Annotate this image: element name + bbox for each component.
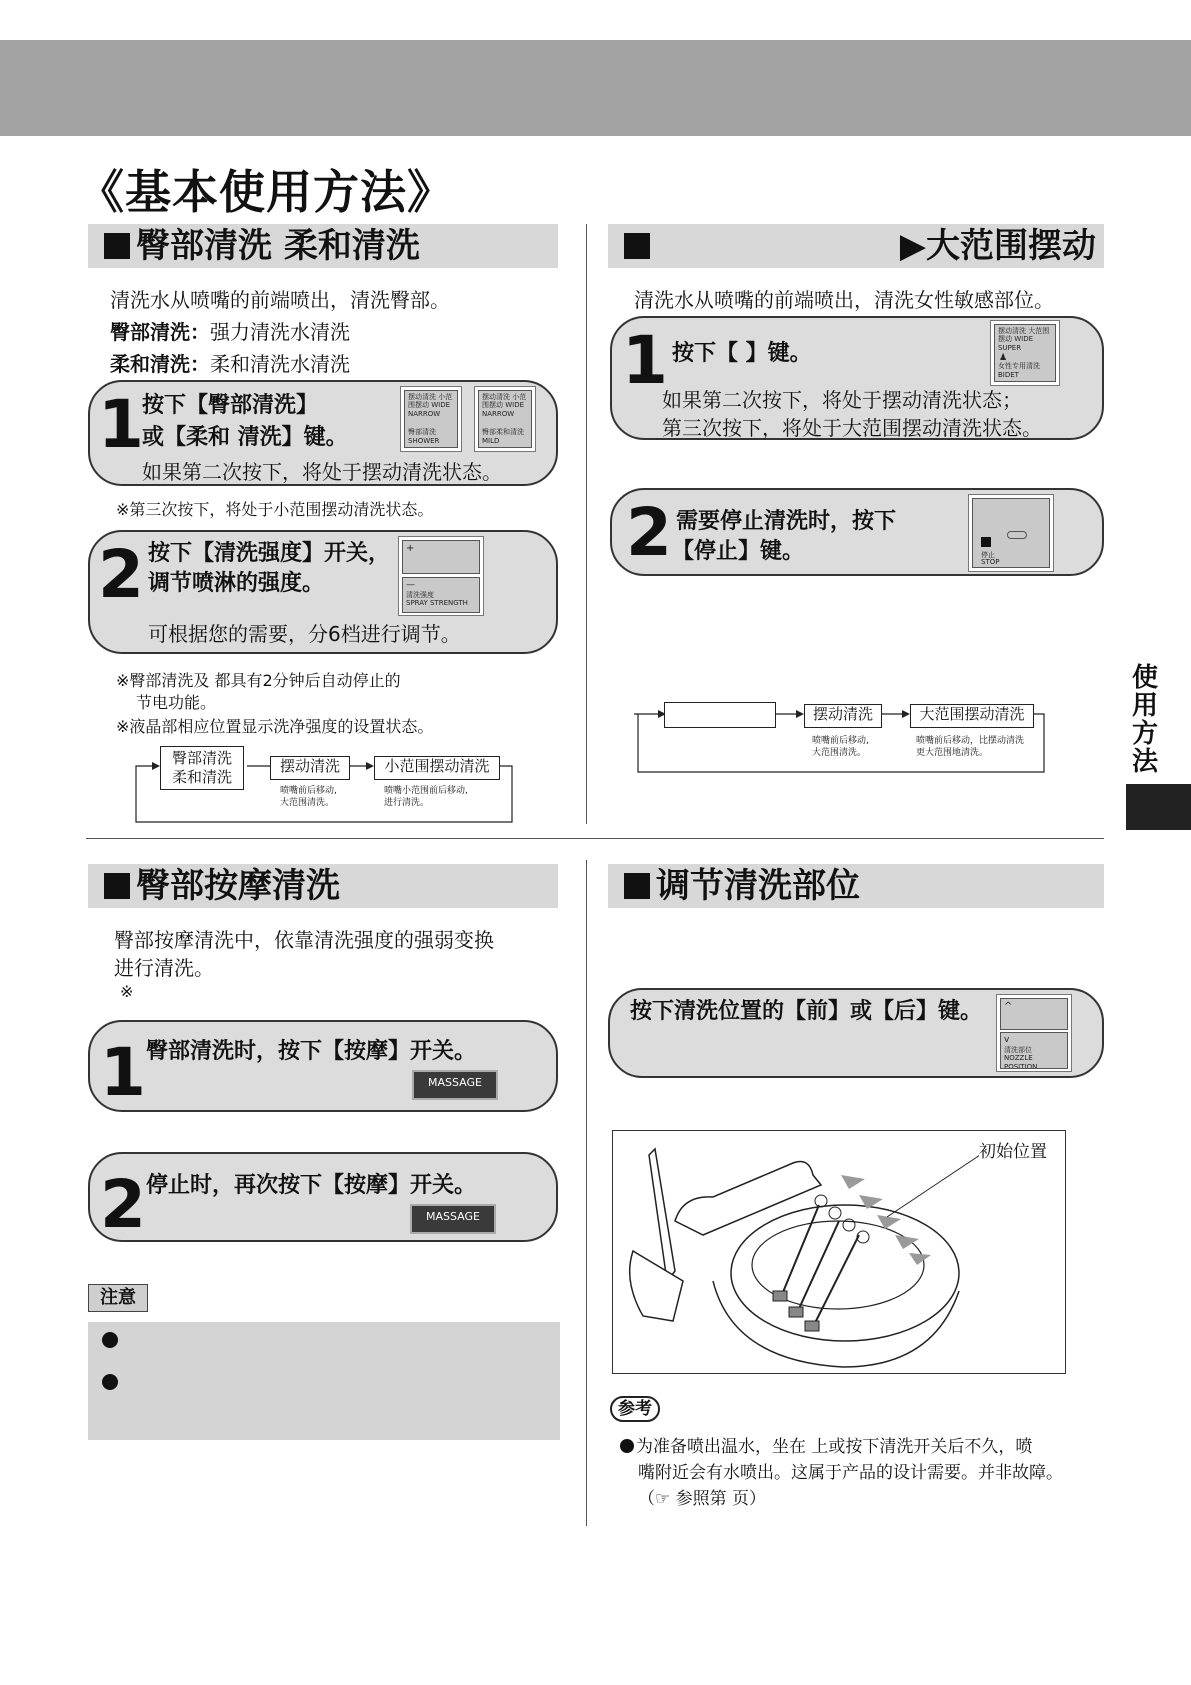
nozzle-tip-2 — [789, 1307, 803, 1317]
flow-box-bidet-wide: 大范围摆动清洗 — [910, 704, 1034, 728]
massage-stop-button[interactable]: MASSAGE — [410, 1204, 496, 1234]
spray-strength-label-cn: 清洗强度 — [406, 590, 434, 599]
rear-def2-term: 柔和清洗： — [110, 352, 210, 376]
flow-arrowhead-b2 — [902, 710, 910, 718]
bidet-person-icon: ♟ — [999, 353, 1008, 363]
caution-box — [88, 1322, 560, 1440]
massage-button[interactable]: MASSAGE — [412, 1070, 498, 1100]
shower-button-top-label: 摆动清洗 小范围摆动 WIDE NARROW — [408, 393, 453, 418]
nozzle-position-label-cn: 清洗部位 — [1004, 1045, 1032, 1054]
rear-note-third-press: ※第三次按下，将处于小范围摆动清洗状态。 — [116, 500, 434, 519]
mild-button[interactable] — [478, 390, 532, 448]
flow-box-rear-label: 臀部清洗 — [171, 749, 232, 767]
down-caret: v — [1004, 1035, 1010, 1045]
rear-step-1-line2: 或【柔和 清洗】键。 — [142, 425, 348, 450]
massage-step-2-line1: 停止时，再次按下【按摩】开关。 — [146, 1173, 477, 1198]
initial-position-label: 初始位置 — [979, 1137, 1047, 1162]
row-divider — [86, 838, 1104, 839]
square-bullet-icon — [624, 233, 650, 259]
square-bullet-icon — [104, 233, 130, 259]
reference-label: 参考 — [610, 1396, 660, 1422]
shower-button[interactable] — [404, 390, 458, 448]
flow-bidet-oscillate-sub1: 喷嘴前后移动, — [812, 736, 869, 746]
side-tab-char-4: 法 — [1131, 747, 1158, 777]
rear-step-2-sub: 可根据您的需要，分6档进行调节。 — [148, 622, 461, 646]
rear-description: 清洗水从喷嘴的前端喷出，清洗臀部。 — [110, 288, 450, 312]
massage-step-1-line1: 臀部清洗时，按下【按摩】开关。 — [146, 1039, 477, 1064]
position-title: 调节清洗部位 — [656, 866, 860, 906]
bidet-title: ▶大范围摆动 — [899, 226, 1096, 266]
stop-button[interactable] — [972, 498, 1050, 568]
side-tab-black-marker — [1126, 784, 1191, 830]
bidet-button-bottom-label: 女性专用清洗 BIDET — [998, 362, 1040, 379]
page-title: 《基本使用方法》 — [78, 165, 454, 219]
nozzle-position-label-en: NOZZLE POSITION — [1004, 1054, 1038, 1069]
spray-strength-label-en: SPRAY STRENGTH — [406, 599, 468, 608]
reference-line-3: （☞ 参照第 页） — [638, 1489, 767, 1509]
side-tab-char-3: 方 — [1131, 719, 1158, 749]
flow-narrow-sub2: 进行清洗。 — [384, 798, 430, 808]
shower-button-panel — [400, 386, 462, 452]
caution-bullet-1 — [102, 1332, 118, 1348]
caution-label: 注意 — [88, 1284, 148, 1312]
flow-box-rear-mild — [160, 746, 244, 790]
bidet-button[interactable] — [994, 324, 1056, 382]
bidet-button-panel — [990, 320, 1060, 386]
flow-bidet-wide-sub1: 喷嘴前后移动，比摆动清洗 — [916, 736, 1025, 746]
massage-title: 臀部按摩清洗 — [136, 866, 340, 906]
reference-bullet — [620, 1439, 634, 1453]
rear-step-1-line1: 按下【臀部清洗】 — [142, 393, 319, 418]
rear-def1-text: 强力清洗水清洗 — [210, 320, 350, 344]
stop-button-panel — [968, 494, 1054, 572]
stop-label-en: STOP — [981, 557, 1000, 566]
massage-step-1-number: 1 — [100, 1034, 146, 1111]
massage-header — [88, 864, 558, 908]
flow-box-narrow: 小范围摆动清洗 — [374, 756, 500, 780]
rear-def2-text: 柔和清洗水清洗 — [210, 352, 350, 376]
massage-note-mark: ※ — [120, 982, 134, 1001]
rear-step-2-line1: 按下【清洗强度】开关， — [148, 541, 391, 566]
flow-oscillate-sub2: 大范围清洗。 — [280, 798, 335, 808]
mild-button-bottom-label: 臀部柔和清洗 MILD — [482, 428, 524, 445]
side-tab-char-1: 使 — [1131, 663, 1158, 693]
bidet-step-2-line2: 【停止】键。 — [672, 539, 805, 564]
massage-desc-2: 进行清洗。 — [114, 956, 214, 980]
flow-box-oscillate: 摆动清洗 — [270, 756, 350, 780]
rear-step-2-line2: 调节喷淋的强度。 — [148, 571, 325, 596]
bidet-header — [608, 224, 1104, 268]
lid-edge — [649, 1149, 675, 1281]
caution-bullet-2 — [102, 1374, 118, 1390]
flow-arrowhead-b1 — [796, 710, 804, 718]
column-divider-top — [586, 224, 587, 824]
rear-step-1-number: 1 — [98, 386, 144, 463]
square-bullet-icon — [624, 873, 650, 899]
stop-indicator-icon — [1007, 531, 1027, 539]
move-arrow-1 — [841, 1175, 865, 1189]
massage-desc-1: 臀部按摩清洗中，依靠清洗强度的强弱变换 — [114, 928, 494, 952]
column-divider-bottom — [586, 860, 587, 1526]
flow-box-bidet-blank — [664, 702, 776, 728]
mild-button-top-label: 摆动清洗 小范围摆动 WIDE NARROW — [482, 393, 527, 418]
flow-bidet-wide-sub2: 更大范围地清洗。 — [916, 748, 989, 758]
rear-def1-term: 臀部清洗： — [110, 320, 210, 344]
rear-step-1-sub: 如果第二次按下，将处于摆动清洗状态。 — [142, 460, 502, 484]
bidet-step-1-line1: 按下【 】键。 — [672, 341, 812, 366]
reference-line-1-text: 为准备喷出温水，坐在 上或按下清洗开关后不久，喷 — [636, 1437, 1033, 1457]
flow-arrowhead-return — [152, 762, 160, 770]
rear-def2 — [110, 348, 350, 377]
seat-side — [630, 1251, 683, 1321]
nozzle-position-panel — [996, 994, 1072, 1072]
bidet-step-1-number: 1 — [622, 322, 668, 399]
stop-label-cn: 停止 — [981, 550, 995, 559]
flow-box-bidet-oscillate: 摆动清洗 — [804, 704, 882, 728]
flow-narrow-sub1: 喷嘴小范围前后移动, — [384, 786, 468, 796]
rear-wash-title: 臀部清洗 柔和清洗 — [136, 226, 420, 266]
reference-line-2: 嘴附近会有水喷出。这属于产品的设计需要。并非故障。 — [638, 1463, 1063, 1483]
minus-sign: — — [406, 580, 415, 590]
spray-strength-panel — [398, 536, 484, 616]
rear-def1 — [110, 316, 350, 345]
top-band — [0, 40, 1191, 136]
reference-text — [620, 1434, 1063, 1512]
spray-strength-plus-button[interactable]: + — [402, 540, 480, 574]
bidet-step-1-sub1: 如果第二次按下，将处于摆动清洗状态； — [662, 388, 1022, 412]
massage-step-2-number: 2 — [100, 1166, 146, 1243]
nozzle-forward-button[interactable]: ^ — [1000, 998, 1068, 1030]
rear-note-auto-stop: ※臀部清洗及 都具有2分钟后自动停止的 — [116, 671, 401, 690]
nozzle-tip-3 — [805, 1321, 819, 1331]
toilet-illustration-frame — [612, 1130, 1066, 1374]
side-tab-label — [1128, 664, 1162, 776]
toilet-nozzle-illustration — [613, 1131, 1065, 1373]
initial-position-leader — [887, 1153, 983, 1217]
bidet-description: 清洗水从喷嘴的前端喷出，清洗女性敏感部位。 — [634, 288, 1054, 312]
position-header — [608, 864, 1104, 908]
rear-note-auto-stop-2: 节电功能。 — [136, 693, 217, 712]
flow-box-mild-label: 柔和清洗 — [171, 767, 232, 786]
square-bullet-icon — [104, 873, 130, 899]
spray-curl-1 — [815, 1195, 827, 1207]
side-tab-char-2: 用 — [1131, 691, 1158, 721]
position-step-line1: 按下清洗位置的【前】或【后】键。 — [630, 999, 983, 1024]
rear-wash-header — [88, 224, 558, 268]
nozzle-back-button[interactable] — [1000, 1032, 1068, 1069]
rear-note-lcd: ※液晶部相应位置显示洗净强度的设置状态。 — [116, 717, 434, 736]
flow-oscillate-sub1: 喷嘴前后移动, — [280, 786, 337, 796]
bidet-step-1-sub2: 第三次按下，将处于大范围摆动清洗状态。 — [662, 416, 1042, 440]
flow-arrowhead-2 — [366, 762, 374, 770]
rear-step-2-number: 2 — [98, 536, 144, 613]
flow-bidet-oscillate-sub2: 大范围清洗。 — [812, 748, 867, 758]
reference-line-1 — [620, 1434, 1063, 1460]
bidet-button-top-label: 摆动清洗 大范围摆动 WIDE SUPER — [998, 327, 1050, 352]
nozzle-tip-1 — [773, 1291, 787, 1301]
spray-strength-minus-button[interactable] — [402, 577, 480, 613]
bidet-step-2-number: 2 — [626, 494, 672, 571]
bidet-step-2-line1: 需要停止清洗时，按下 — [676, 509, 897, 534]
stop-square-icon — [981, 537, 991, 547]
mild-button-panel — [474, 386, 536, 452]
shower-button-bottom-label: 臀部清洗 SHOWER — [408, 428, 440, 445]
